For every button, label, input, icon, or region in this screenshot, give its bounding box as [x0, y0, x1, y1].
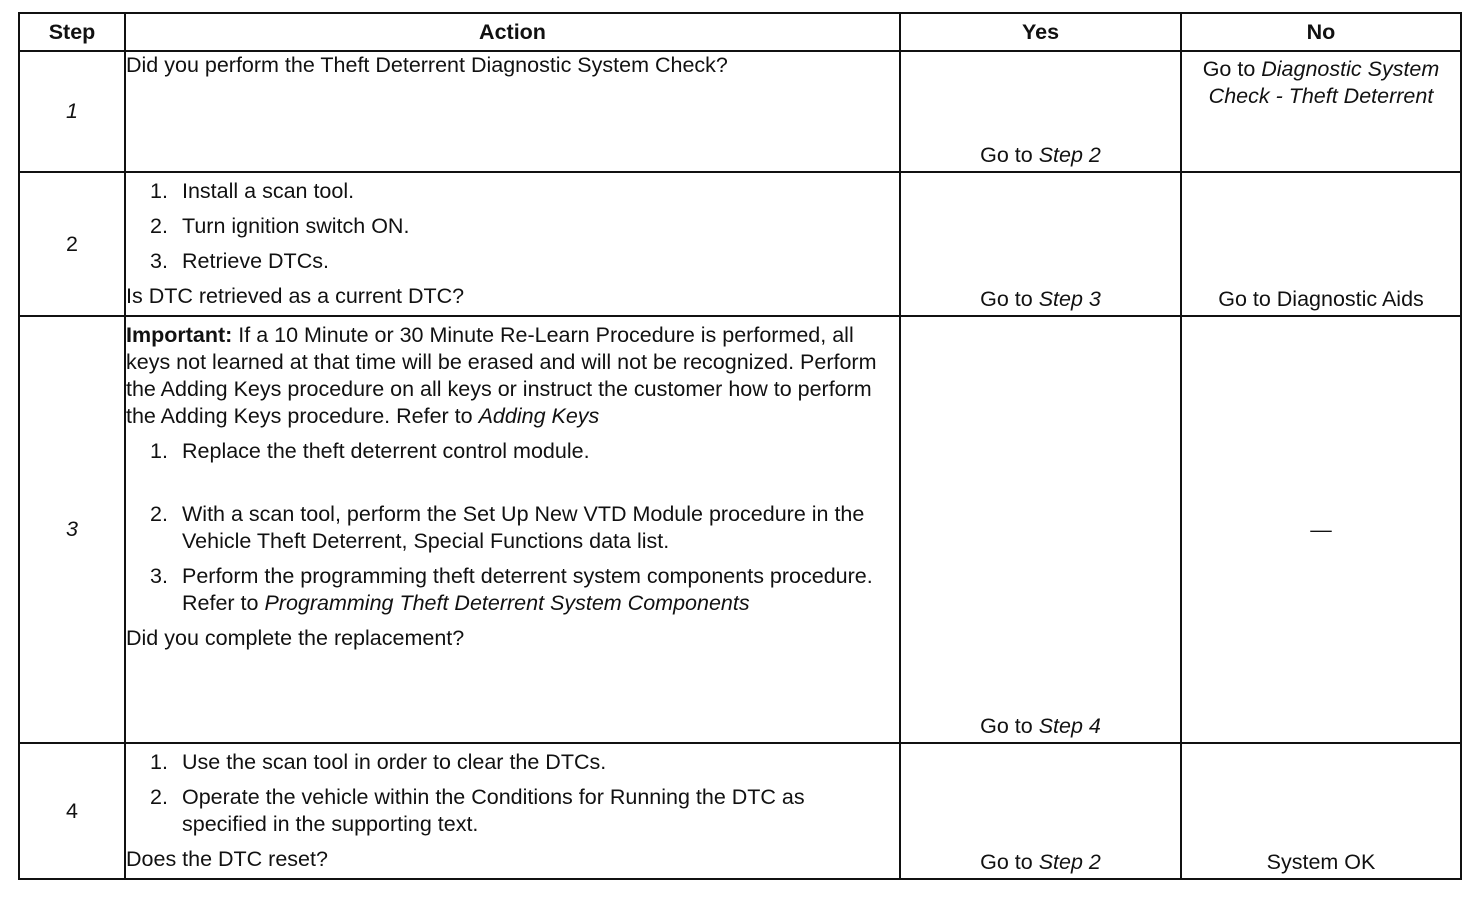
procedure-list — [126, 438, 899, 617]
no-cell — [1181, 743, 1461, 879]
step-number: 1 — [19, 51, 125, 172]
no-cell — [1181, 172, 1461, 316]
yes-cell — [900, 51, 1181, 172]
no-text: — — [1310, 517, 1332, 541]
list-item: 1. Use the scan tool in order to clear the DTCs. — [150, 750, 607, 774]
step-number: 3 — [19, 316, 125, 743]
no-cell — [1181, 316, 1461, 743]
action-cell — [125, 316, 900, 743]
no-text: Go to Diagnostic Aids — [1218, 287, 1424, 311]
header-yes: Yes — [900, 13, 1181, 51]
table-row — [19, 316, 1461, 743]
important-label: Important: — [126, 323, 233, 347]
yes-link: Step 4 — [1038, 714, 1101, 738]
list-item: 2. Turn ignition switch ON. — [150, 214, 410, 238]
action-cell — [125, 51, 900, 172]
yes-prefix: Go to — [980, 143, 1039, 167]
no-prefix: Go to — [1202, 57, 1262, 81]
yes-prefix: Go to — [980, 287, 1039, 311]
yes-cell — [900, 316, 1181, 743]
question-text: Is DTC retrieved as a current DTC? — [126, 284, 465, 308]
no-link: Diagnostic System Check - Theft Deterrent — [1208, 57, 1440, 108]
step-number: 4 — [19, 743, 125, 879]
yes-link: Step 2 — [1038, 850, 1101, 874]
step-number: 2 — [19, 172, 125, 316]
header-step: Step — [19, 13, 125, 51]
list-item: 3. Retrieve DTCs. — [150, 249, 329, 273]
adding-keys-link: Adding Keys — [478, 404, 600, 428]
yes-link: Step 2 — [1038, 143, 1101, 167]
yes-prefix: Go to — [980, 714, 1039, 738]
header-action: Action — [125, 13, 900, 51]
list-item: 1. Replace the theft deterrent control module. — [150, 439, 590, 463]
question-text: Did you perform the Theft Deterrent Diagnostic System Check? — [126, 53, 728, 77]
procedure-list — [126, 749, 899, 838]
action-cell — [125, 743, 900, 879]
important-note: Important: If a 10 Minute or 30 Minute Re-Learn Procedure is performed, all keys not learned at that time will be erased and will not be recognized. Perform the Adding Keys procedure on all keys or instruct the customer how to perform the Adding Keys procedure. Refer to Adding Keys — [126, 323, 877, 428]
no-text: System OK — [1266, 850, 1376, 874]
procedure-list — [126, 178, 899, 275]
header-row — [19, 13, 1461, 51]
diagnostic-table — [18, 12, 1462, 880]
no-cell — [1181, 51, 1461, 172]
programming-link: Programming Theft Deterrent System Components — [264, 591, 750, 615]
yes-cell — [900, 743, 1181, 879]
table-row — [19, 743, 1461, 879]
list-item: 3. Perform the programming theft deterrent system components procedure. Refer to Programming Theft Deterrent System Components — [150, 564, 873, 615]
list-item: 2. Operate the vehicle within the Conditions for Running the DTC as specified in the supporting text. — [150, 785, 805, 836]
yes-prefix: Go to — [980, 850, 1039, 874]
question-text: Did you complete the replacement? — [126, 626, 465, 650]
question-text: Does the DTC reset? — [126, 847, 328, 871]
header-no: No — [1181, 13, 1461, 51]
list-item: 2. With a scan tool, perform the Set Up New VTD Module procedure in the Vehicle Theft Deterrent, Special Functions data list. — [150, 502, 865, 553]
yes-cell — [900, 172, 1181, 316]
list-item: 1. Install a scan tool. — [150, 179, 355, 203]
action-cell — [125, 172, 900, 316]
table-row — [19, 51, 1461, 172]
table-row — [19, 172, 1461, 316]
yes-link: Step 3 — [1038, 287, 1101, 311]
